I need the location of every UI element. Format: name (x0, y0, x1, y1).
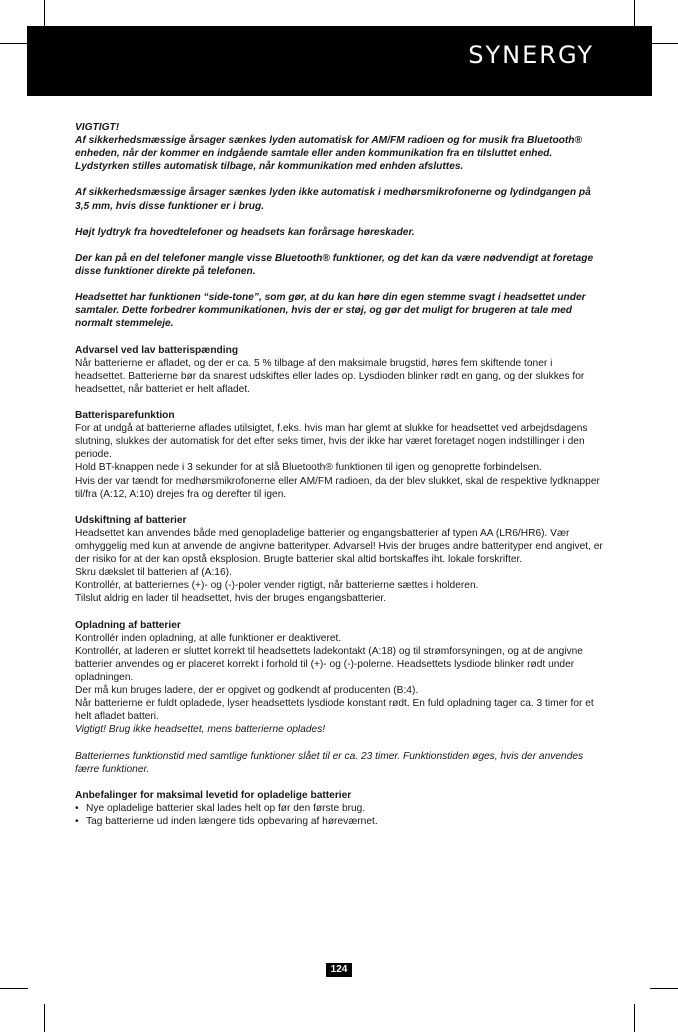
crop-mark (0, 988, 28, 989)
important-paragraph: Højt lydtryk fra hovedtelefoner og headsets kan forårsage høreskader. (75, 226, 415, 238)
section-heading: Opladning af batterier (75, 619, 181, 631)
section-text: Når batterierne er afladet, og der er ca. 5 % tilbage af den maksimale brugstid, høres fem skiftende toner i headsettet. Batterierne bør da snarest udskiftes eller lades op. Lysdioden blinker rødt en gang, og der slukkes for headsettet, når batteriet er helt afladet. (75, 357, 585, 395)
section-text: Når batterierne er fuldt opladede, lyser headsettets lysdiode konstant rødt. En fuld opladning tager ca. 3 timer for et helt afladet batteri. (75, 698, 594, 723)
important-section (75, 121, 605, 173)
section-text: Kontrollér inden opladning, at alle funktioner er deaktiveret. (75, 632, 342, 644)
important-paragraph: Headsettet har funktionen “side-tone”, som gør, at du kan høre din egen stemme svagt i headsettet under samtaler. Dette forbedrer kommunikationen, hvis der er støj, og gør det muligt for brugeren at tale med normalt stemmeleje. (75, 292, 586, 330)
brand-logo: SYNERGY (468, 41, 594, 69)
crop-mark (44, 1004, 45, 1032)
recommendations-section (75, 789, 605, 828)
crop-mark (0, 43, 28, 44)
section-heading: Advarsel ved lav batterispænding (75, 344, 239, 356)
operating-time-note: Batteriernes funktionstid med samtlige funktioner slået til er ca. 23 timer. Funktionstiden øges, hvis der anvendes færre funktioner. (75, 750, 584, 775)
section-text: Kontrollér, at batteriernes (+)- og (-)-poler vender rigtigt, når batterierne sættes i holderen. (75, 580, 479, 592)
charging-warning: Vigtigt! Brug ikke headsettet, mens batterierne oplades! (75, 724, 326, 736)
page-number: 124 (326, 963, 352, 977)
section-heading: Anbefalinger for maksimal levetid for opladelige batterier (75, 789, 352, 801)
section-heading: Udskiftning af batterier (75, 514, 187, 526)
replace-batteries-section (75, 514, 605, 606)
section-text: Hvis der var tændt for medhørsmikrofonerne eller AM/FM radioen, da der blev slukket, skal de respektive lydknapper til/fra (A:12, A:10) drejes fra og derefter til igen. (75, 475, 600, 500)
crop-mark (44, 0, 45, 28)
section-text: Kontrollér, at laderen er sluttet korrekt til headsettets ladekontakt (A:18) og til strømforsyningen, og at de angivne batterier anvendes og er placeret korrekt i forhold til (+)- og (-)-polerne. Headsettets lysdiode blinker rødt under opladningen. (75, 645, 583, 683)
charging-section (75, 619, 605, 737)
important-paragraph: Der kan på en del telefoner mangle visse Bluetooth® funktioner, og det kan da være nødvendigt at foretage disse funktioner direkte på telefonen. (75, 252, 594, 278)
recommendations-list (75, 802, 605, 828)
list-item: • Tag batterierne ud inden længere tids opbevaring af høreværnet. (75, 815, 605, 828)
important-paragraph: Af sikkerhedsmæssige årsager sænkes lyden ikke automatisk i medhørsmikrofonerne og lydindgangen på 3,5 mm, hvis disse funktioner er i brug. (75, 187, 591, 212)
section-heading: Batterisparefunktion (75, 410, 175, 422)
section-text: Headsettet kan anvendes både med genopladelige batterier og engangsbatterier af typen AA (LR6/HR6). Vær omhyggelig med kun at anvende de angivne batterityper. Advarsel! Hvis der bruges andre batterityper end angivet, er der risiko for at der kan opstå eksplosion. Brugte batterier skal altid bortskaffes iht. lokale forskrifter. (75, 527, 603, 566)
section-text: Tilslut aldrig en lader til headsettet, hvis der bruges engangsbatterier. (75, 593, 387, 605)
low-battery-section (75, 344, 605, 396)
crop-mark (634, 1004, 635, 1032)
page-content (75, 121, 605, 828)
section-text: Hold BT-knappen nede i 3 sekunder for at slå Bluetooth® funktionen til igen og genoprette forbindelsen. (75, 462, 542, 474)
important-paragraph: Af sikkerhedsmæssige årsager sænkes lyden automatisk for AM/FM radioen og for musik fra Bluetooth® enheden, når der kommer en indgående samtale eller anden kommunikation fra en tilsluttet enhed. Lydstyrken stilles automatisk tilbage, når kommunikation med enhden afsluttes. (75, 135, 583, 173)
battery-saver-section (75, 409, 605, 501)
crop-mark (650, 988, 678, 989)
section-text: Skru dækslet til batterien af (A:16). (75, 567, 232, 579)
section-text: Der må kun bruges ladere, der er opgivet og godkendt af producenten (B:4). (75, 685, 419, 697)
important-title: VIGTIGT! (75, 122, 120, 133)
crop-mark (634, 0, 635, 28)
header-bar (27, 26, 652, 96)
section-text: For at undgå at batterierne aflades utilsigtet, f.eks. hvis man har glemt at slukke for headsettet ved arbejdsdagens slutning, slukkes der automatisk for det efter seks timer, hvis der ikke har været foretaget nogen indstillinger i den periode. (75, 423, 588, 461)
list-item: • Nye opladelige batterier skal lades helt op før den første brug. (75, 802, 605, 815)
crop-mark (650, 43, 678, 44)
